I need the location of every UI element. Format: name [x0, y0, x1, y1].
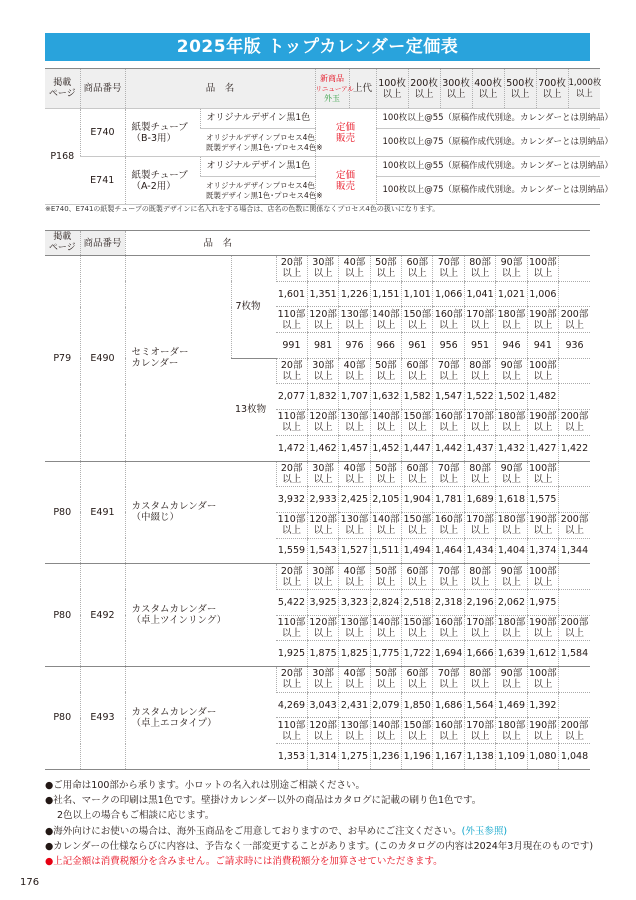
price-cell: 1,722 — [402, 641, 433, 667]
qty-header: 90部 以上 — [496, 256, 527, 282]
qty-header: 180部 以上 — [497, 616, 526, 639]
qty-header: 200部 以上 — [559, 512, 591, 538]
qty-header: 40部 以上 — [339, 461, 370, 487]
price-cell: 1,236 — [370, 744, 401, 770]
qty-header: 100部 以上 — [529, 257, 557, 280]
empty-cell — [559, 358, 591, 384]
price-cell: 1,781 — [433, 487, 464, 513]
qty-header: 150部 以上 — [403, 514, 432, 537]
qty-header: 140部 以上 — [372, 308, 400, 331]
qty-1000: 1,000枚 以上 — [568, 69, 600, 109]
price-cell: 1,575 — [527, 487, 558, 513]
qty-header: 110部 以上 — [276, 718, 307, 744]
qty-header: 190部 以上 — [529, 308, 557, 331]
header-new — [315, 69, 354, 109]
price-cell: 1,344 — [559, 538, 591, 564]
price-cell: 1,427 — [527, 435, 558, 461]
qty-header: 180部 以上 — [497, 308, 526, 331]
qty-header: 50部 以上 — [370, 564, 401, 590]
price-cell: 1,469 — [496, 692, 527, 718]
price-cell: 1,464 — [433, 538, 464, 564]
price-cell: 1,832 — [307, 384, 338, 410]
footer-line-6: ●上記金額は消費税額分を含みません。ご請求時には消費税額分を加算させていただきます。 — [45, 856, 443, 868]
footer-line-3: 2色以上の場合もご相談に応じます。 — [57, 810, 215, 822]
qty-header: 180部 以上 — [497, 719, 526, 742]
qty-header: 90部 以上 — [496, 564, 527, 590]
qty-header: 50部 以上 — [370, 461, 401, 487]
t2-sub-label: 13枚物 — [231, 358, 276, 461]
price-cell: 1,666 — [464, 641, 495, 667]
price-cell: 1,021 — [496, 281, 527, 307]
qty-header: 80部 以上 — [464, 461, 495, 487]
price-cell: 1,452 — [370, 435, 401, 461]
price-cell: 1,875 — [307, 641, 338, 667]
qty-header: 110部 以上 — [276, 615, 307, 641]
t2-page: P80 — [45, 564, 80, 667]
price-cell: 936 — [559, 333, 591, 359]
price-cell: 976 — [339, 333, 370, 359]
t1-code-e741: E741 — [80, 157, 125, 205]
qty-header: 130部 以上 — [340, 719, 369, 742]
qty-header: 120部 以上 — [309, 308, 337, 331]
t1-name-e740: 紙製チューブ （B-3用） — [125, 109, 200, 157]
price-cell: 1,543 — [307, 538, 338, 564]
price-cell: 1,353 — [276, 744, 307, 770]
price-cell: 941 — [527, 333, 558, 359]
gaidama-label: 外玉 — [324, 93, 341, 103]
qty-header: 160部 以上 — [434, 719, 463, 742]
footer-line-4-text: ●海外向けにお使いの場合は、海外玉商品をご用意しておりますので、お早めにご注文ください。 — [45, 825, 462, 837]
price-cell: 966 — [370, 333, 401, 359]
price-cell: 3,043 — [307, 692, 338, 718]
price-cell: 2,062 — [496, 589, 527, 615]
empty-cell — [559, 589, 591, 615]
price-cell: 3,323 — [339, 589, 370, 615]
price-cell: 1,502 — [496, 384, 527, 410]
qty-header: 130部 以上 — [340, 514, 369, 537]
price-cell: 1,404 — [496, 538, 527, 564]
gaidama-ref: (外玉参照) — [461, 825, 508, 837]
qty-header: 110部 以上 — [276, 512, 307, 538]
price-cell: 1,442 — [433, 435, 464, 461]
qty-300: 300枚 以上 — [440, 69, 472, 109]
qty-header: 170部 以上 — [466, 308, 494, 331]
qty-header: 30部 以上 — [307, 564, 338, 590]
price-cell: 1,975 — [527, 589, 558, 615]
qty-header: 160部 以上 — [434, 308, 463, 331]
price-cell: 946 — [496, 333, 527, 359]
price-cell: 1,196 — [402, 744, 433, 770]
price-cell: 956 — [433, 333, 464, 359]
qty-header: 70部 以上 — [433, 256, 464, 282]
price-cell: 1,138 — [464, 744, 495, 770]
qty-header: 120部 以上 — [309, 719, 337, 742]
price-cell: 951 — [464, 333, 495, 359]
price-cell: 1,080 — [527, 744, 558, 770]
qty-header: 200部 以上 — [559, 615, 591, 641]
price-cell: 2,105 — [370, 487, 401, 513]
header-upper: 上代 — [349, 69, 376, 109]
empty-cell — [559, 564, 591, 590]
t1-design2-e741: オリジナルデザインプロセス4色 既製デザイン黒1色･プロセス4色※ — [200, 177, 315, 205]
page-number: 176 — [20, 877, 40, 888]
price-cell: 2,077 — [276, 384, 307, 410]
price-cell: 2,425 — [339, 487, 370, 513]
price-cell: 1,618 — [496, 487, 527, 513]
qty-400: 400枚 以上 — [472, 69, 504, 109]
t2-code: E491 — [80, 461, 125, 564]
qty-header: 150部 以上 — [403, 719, 432, 742]
qty-header: 40部 以上 — [339, 358, 370, 384]
price-cell: 1,511 — [370, 538, 401, 564]
price-cell: 1,639 — [496, 641, 527, 667]
price-cell: 2,518 — [402, 589, 433, 615]
price-cell: 1,066 — [433, 281, 464, 307]
empty-cell — [559, 692, 591, 718]
t1-code-e740: E740 — [80, 109, 125, 157]
t2-name: カスタムカレンダー （卓上エコタイプ） — [125, 667, 276, 770]
price-cell: 1,494 — [402, 538, 433, 564]
t1-price1-e741: 100枚以上@55（原稿作成代別途。カレンダーとは別納品） — [376, 157, 600, 177]
price-cell: 1,689 — [464, 487, 495, 513]
calendar-price-table — [45, 230, 590, 770]
price-cell: 1,351 — [307, 281, 338, 307]
qty-header: 190部 以上 — [529, 719, 557, 742]
qty-header: 150部 以上 — [403, 616, 432, 639]
qty-header: 20部 以上 — [276, 461, 307, 487]
qty-200: 200枚 以上 — [408, 69, 440, 109]
page-title: 2025年版 トップカレンダー定価表 — [45, 33, 590, 61]
qty-header: 90部 以上 — [496, 667, 527, 693]
t2-header-page: 掲載 ページ — [45, 231, 80, 256]
price-cell: 1,437 — [464, 435, 495, 461]
price-cell: 1,422 — [559, 435, 591, 461]
t2-code: E490 — [80, 256, 125, 462]
t1-label-e741: 定価 販売 — [315, 157, 376, 205]
price-cell: 2,431 — [339, 692, 370, 718]
header-page: 掲載 ページ — [45, 69, 80, 109]
qty-header: 80部 以上 — [464, 667, 495, 693]
footer-notes — [45, 778, 593, 869]
price-cell: 2,824 — [370, 589, 401, 615]
empty-cell — [559, 384, 591, 410]
qty-header: 20部 以上 — [276, 667, 307, 693]
price-cell: 1,612 — [527, 641, 558, 667]
empty-cell — [559, 461, 591, 487]
price-cell: 1,601 — [276, 281, 307, 307]
price-cell: 1,825 — [339, 641, 370, 667]
qty-header: 120部 以上 — [309, 411, 337, 434]
t1-price1-e740: 100枚以上@55（原稿作成代別途。カレンダーとは別納品） — [376, 109, 600, 129]
footer-line-5: ●カレンダーの仕様ならびに内容は、予告なく一部変更することがあります。(このカタログの内容は2024年3月現在のものです) — [45, 840, 594, 852]
t2-page: P80 — [45, 667, 80, 770]
t1-label-e740: 定価 販売 — [315, 109, 376, 157]
qty-100: 100枚 以上 — [376, 69, 408, 109]
t2-page: P80 — [45, 461, 80, 564]
qty-header: 70部 以上 — [433, 564, 464, 590]
qty-header: 80部 以上 — [464, 358, 495, 384]
qty-header: 120部 以上 — [309, 616, 337, 639]
qty-header: 120部 以上 — [309, 514, 337, 537]
qty-header: 30部 以上 — [307, 461, 338, 487]
qty-header: 130部 以上 — [340, 411, 369, 434]
t2-sub-label: 7枚物 — [231, 256, 276, 359]
qty-header: 70部 以上 — [433, 667, 464, 693]
price-cell: 1,101 — [402, 281, 433, 307]
qty-header: 140部 以上 — [372, 616, 400, 639]
t2-code: E492 — [80, 564, 125, 667]
price-cell: 1,392 — [527, 692, 558, 718]
qty-header: 130部 以上 — [340, 308, 369, 331]
qty-header: 160部 以上 — [434, 411, 463, 434]
empty-cell — [559, 667, 591, 693]
header-code: 商品番号 — [80, 69, 125, 109]
qty-header: 150部 以上 — [403, 411, 432, 434]
t1-price2-e740: 100枚以上@75（原稿作成代別途。カレンダーとは別納品） — [376, 129, 600, 157]
qty-header: 190部 以上 — [529, 616, 557, 639]
price-cell: 1,275 — [339, 744, 370, 770]
qty-header: 70部 以上 — [433, 358, 464, 384]
qty-header: 40部 以上 — [339, 667, 370, 693]
qty-header: 50部 以上 — [370, 256, 401, 282]
price-cell: 1,374 — [527, 538, 558, 564]
price-cell: 1,462 — [307, 435, 338, 461]
price-cell: 1,472 — [276, 435, 307, 461]
qty-header: 100部 以上 — [529, 462, 557, 485]
price-cell: 1,041 — [464, 281, 495, 307]
qty-header: 20部 以上 — [276, 564, 307, 590]
price-cell: 1,707 — [339, 384, 370, 410]
qty-header: 170部 以上 — [466, 719, 494, 742]
qty-header: 90部 以上 — [496, 358, 527, 384]
qty-header: 190部 以上 — [529, 411, 557, 434]
t1-design1-e740: オリジナルデザイン黒1色 — [200, 109, 315, 129]
t2-code: E493 — [80, 667, 125, 770]
qty-header: 140部 以上 — [372, 514, 400, 537]
qty-header: 80部 以上 — [464, 256, 495, 282]
qty-header: 60部 以上 — [402, 461, 433, 487]
t2-name: カスタムカレンダー （卓上ツインリング） — [125, 564, 276, 667]
tube-price-table — [45, 68, 614, 205]
t2-name: セミオーダー カレンダー — [125, 256, 231, 462]
t1-design1-e741: オリジナルデザイン黒1色 — [200, 157, 315, 177]
price-cell: 1,559 — [276, 538, 307, 564]
qty-header: 40部 以上 — [339, 564, 370, 590]
price-cell: 3,925 — [307, 589, 338, 615]
price-cell: 1,925 — [276, 641, 307, 667]
price-cell: 1,432 — [496, 435, 527, 461]
price-cell: 4,269 — [276, 692, 307, 718]
qty-header: 40部 以上 — [339, 256, 370, 282]
t2-header-name: 品 名 — [125, 231, 590, 256]
t1-design2-e740: オリジナルデザインプロセス4色 既製デザイン黒1色･プロセス4色※ — [200, 129, 315, 157]
price-cell: 981 — [307, 333, 338, 359]
qty-header: 190部 以上 — [529, 514, 557, 537]
price-cell: 2,933 — [307, 487, 338, 513]
price-cell: 1,775 — [370, 641, 401, 667]
t1-name-e741: 紙製チューブ （A-2用） — [125, 157, 200, 205]
price-cell: 1,314 — [307, 744, 338, 770]
qty-header: 50部 以上 — [370, 667, 401, 693]
price-cell: 2,079 — [370, 692, 401, 718]
qty-header: 30部 以上 — [307, 358, 338, 384]
qty-header: 160部 以上 — [434, 514, 463, 537]
price-cell: 1,048 — [559, 744, 591, 770]
t1-page: P168 — [45, 109, 80, 205]
qty-header: 60部 以上 — [402, 358, 433, 384]
empty-cell — [559, 487, 591, 513]
qty-header: 180部 以上 — [497, 514, 526, 537]
new-label: 新商品 — [320, 73, 345, 83]
qty-header: 160部 以上 — [434, 616, 463, 639]
price-cell: 1,686 — [433, 692, 464, 718]
qty-header: 60部 以上 — [402, 564, 433, 590]
empty-cell — [559, 281, 591, 307]
price-cell: 1,582 — [402, 384, 433, 410]
qty-header: 170部 以上 — [466, 411, 494, 434]
table1-note: ※E740、E741の紙製チューブの既製デザインに名入れをする場合は、店名の色数に関係なくプロセス4色の扱いになります。 — [45, 205, 440, 213]
price-cell: 1,564 — [464, 692, 495, 718]
qty-header: 170部 以上 — [466, 514, 494, 537]
qty-header: 50部 以上 — [370, 358, 401, 384]
price-cell: 1,584 — [559, 641, 591, 667]
price-cell: 1,904 — [402, 487, 433, 513]
price-cell: 1,527 — [339, 538, 370, 564]
price-cell: 1,109 — [496, 744, 527, 770]
qty-header: 90部 以上 — [496, 461, 527, 487]
qty-700: 700枚 以上 — [536, 69, 568, 109]
t1-price2-e741: 100枚以上@75（原稿作成代別途。カレンダーとは別納品） — [376, 177, 600, 205]
qty-header: 150部 以上 — [403, 308, 432, 331]
qty-header: 110部 以上 — [276, 410, 307, 436]
price-cell: 991 — [276, 333, 307, 359]
price-cell: 1,447 — [402, 435, 433, 461]
qty-header: 140部 以上 — [372, 719, 400, 742]
qty-header: 60部 以上 — [402, 667, 433, 693]
footer-line-1: ●ご用命は100部から承ります。小ロットの名入れは別途ご相談ください。 — [45, 780, 365, 791]
price-cell: 1,482 — [527, 384, 558, 410]
qty-header: 110部 以上 — [276, 307, 307, 333]
qty-header: 30部 以上 — [307, 667, 338, 693]
qty-header: 180部 以上 — [497, 411, 526, 434]
header-name: 品 名 — [125, 69, 315, 109]
price-cell: 1,457 — [339, 435, 370, 461]
renewal-label: リニューアル — [315, 84, 354, 93]
qty-header: 30部 以上 — [307, 256, 338, 282]
qty-header: 200部 以上 — [559, 307, 591, 333]
price-cell: 1,006 — [527, 281, 558, 307]
qty-header: 20部 以上 — [276, 256, 307, 282]
footer-line-4 — [45, 824, 593, 839]
price-cell: 1,522 — [464, 384, 495, 410]
price-cell: 1,167 — [433, 744, 464, 770]
qty-500: 500枚 以上 — [504, 69, 536, 109]
qty-header: 60部 以上 — [402, 256, 433, 282]
qty-header: 80部 以上 — [464, 564, 495, 590]
qty-header: 140部 以上 — [372, 411, 400, 434]
price-cell: 1,434 — [464, 538, 495, 564]
price-cell: 1,694 — [433, 641, 464, 667]
footer-line-2: ●社名、マークの印刷は黒1色です。壁掛けカレンダー以外の商品はカタログに記載の刷り色1色です。 — [45, 795, 482, 807]
qty-header: 200部 以上 — [559, 410, 591, 436]
t2-page: P79 — [45, 256, 80, 462]
qty-header: 100部 以上 — [529, 360, 557, 383]
qty-header: 100部 以上 — [529, 668, 557, 691]
price-cell: 961 — [402, 333, 433, 359]
qty-header: 130部 以上 — [340, 616, 369, 639]
qty-header: 100部 以上 — [529, 565, 557, 588]
price-cell: 3,932 — [276, 487, 307, 513]
price-cell: 1,151 — [370, 281, 401, 307]
t2-name: カスタムカレンダー （中綴じ） — [125, 461, 276, 564]
price-cell: 2,318 — [433, 589, 464, 615]
t2-header-code: 商品番号 — [80, 231, 125, 256]
qty-header: 70部 以上 — [433, 461, 464, 487]
price-cell: 2,196 — [464, 589, 495, 615]
price-cell: 1,632 — [370, 384, 401, 410]
qty-header: 200部 以上 — [559, 718, 591, 744]
price-cell: 1,850 — [402, 692, 433, 718]
price-cell: 1,547 — [433, 384, 464, 410]
qty-header: 20部 以上 — [276, 358, 307, 384]
price-cell: 5,422 — [276, 589, 307, 615]
price-cell: 1,226 — [339, 281, 370, 307]
qty-header: 170部 以上 — [466, 616, 494, 639]
empty-cell — [559, 256, 591, 282]
